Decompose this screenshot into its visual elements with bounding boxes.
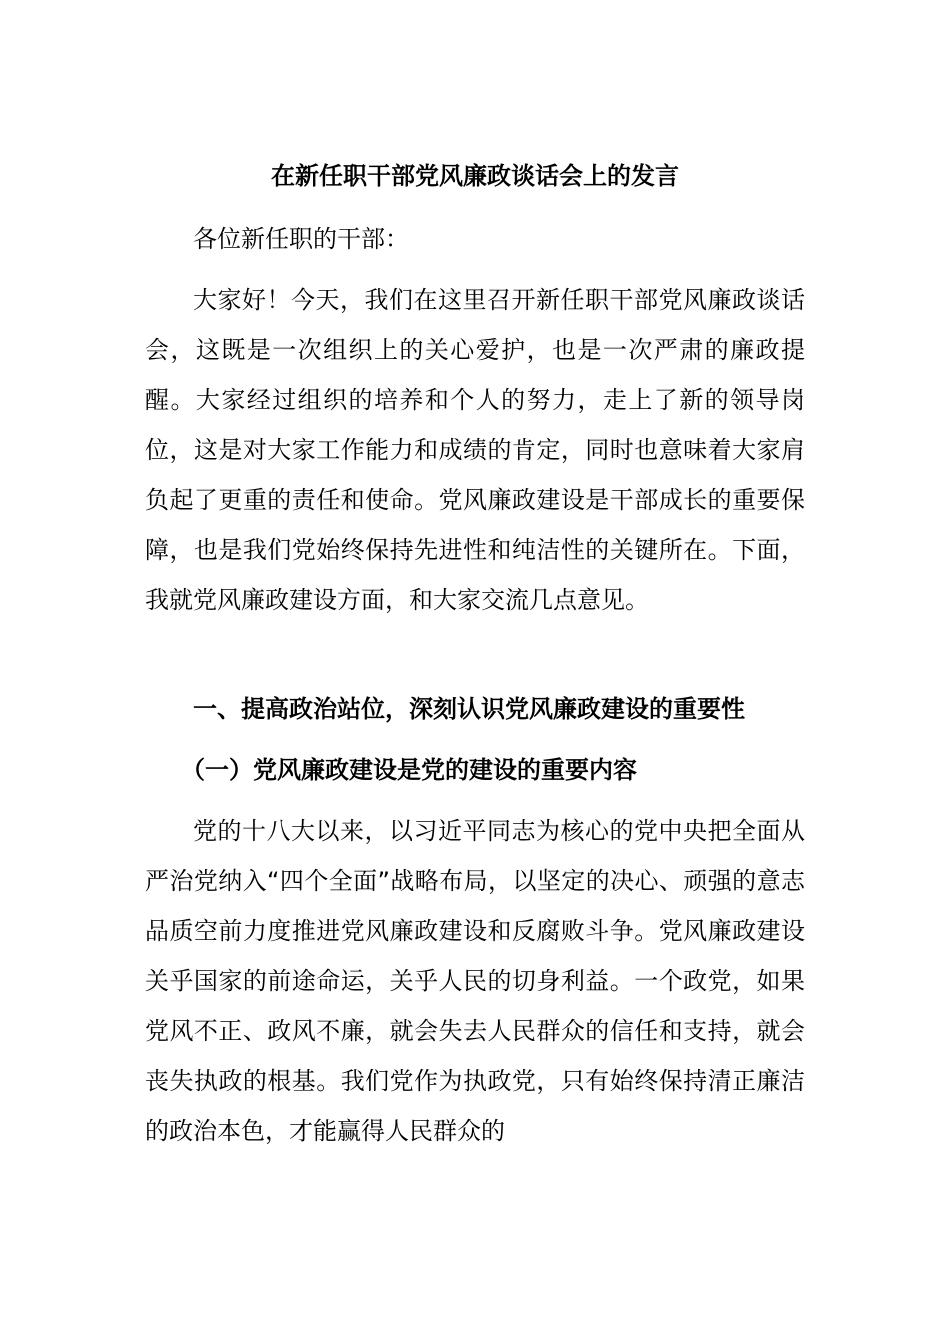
salutation: 各位新任职的干部： [193, 225, 409, 253]
subsection-paragraph: 党的十八大以来，以习近平同志为核心的党中央把全面从严治党纳入“四个全面”战略布局，以坚定的决心、顽强的意志品质空前力度推进党风廉政建设和反腐败斗争。党风廉政建设关乎国家的前途命运，关乎人民的切身利益。一个政党，如果党风不正、政风不廉，就会失去人民群众的信任和支持，就会丧失执政的根基。我们党作为执政党，只有始终保持清正廉洁的政治本色，才能赢得人民群众的 [145, 817, 805, 1145]
intro-paragraph: 大家好！今天，我们在这里召开新任职干部党风廉政谈话会，这既是一次组织上的关心爱护，也是一次严肃的廉政提醒。大家经过组织的培养和个人的努力，走上了新的领导岗位，这是对大家工作能力和成绩的肯定，同时也意味着大家肩负起了更重的责任和使命。党风廉政建设是干部成长的重要保障，也是我们党始终保持先进性和纯洁性的关键所在。下面，我就党风廉政建设方面，和大家交流几点意见。 [145, 286, 805, 614]
section-heading: 一、提高政治站位，深刻认识党风廉政建设的重要性 [193, 695, 745, 723]
document-title: 在新任职干部党风廉政谈话会上的发言 [271, 162, 679, 190]
subsection-heading: （一）党风廉政建设是党的建设的重要内容 [181, 756, 637, 784]
